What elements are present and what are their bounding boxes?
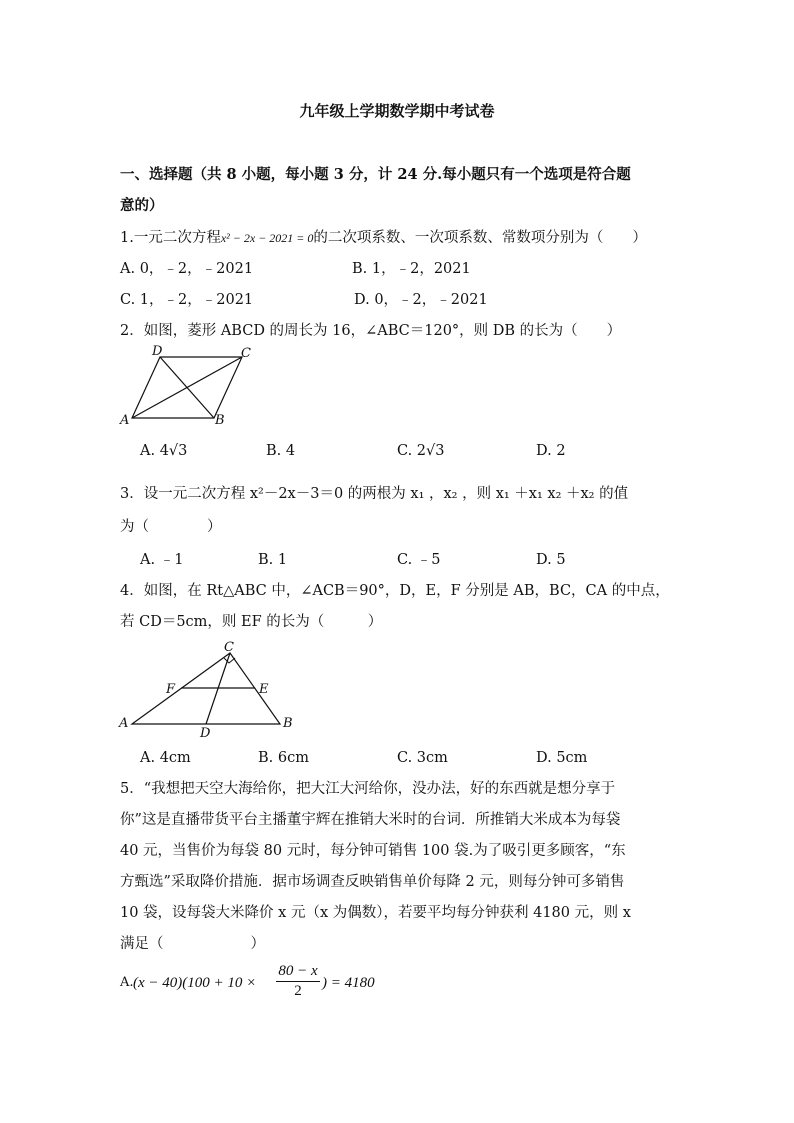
- label-b: B: [215, 413, 225, 428]
- q5-stem-line5: 10 袋，设每袋大米降价 x 元（x 为偶数），若要平均每分钟获利 4180 元，则 x: [120, 905, 631, 921]
- q2-option-b: B. 4: [266, 443, 296, 459]
- diagonal-db: [160, 357, 214, 418]
- q4-stem-line2: 若 CD＝5cm，则 EF 的长为（ ）: [120, 614, 383, 630]
- q5-stem-line3: 40 元，当售价为每袋 80 元时，每分钟可销售 100 袋.为了吸引更多顾客，“东: [120, 843, 626, 859]
- label-d: D: [152, 344, 163, 359]
- label-e: E: [259, 682, 269, 697]
- q5-stem-line4: 方甄选”采取降价措施．据市场调查反映销售单价每降 2 元，则每分钟可多销售: [120, 874, 625, 890]
- q2-stem: 2．如图，菱形 ABCD 的周长为 16，∠ABC＝120°，则 DB 的长为（ ）: [120, 323, 622, 339]
- label-c: C: [241, 346, 251, 361]
- q1-option-b: B. 1，﹣2，2021: [352, 261, 471, 277]
- q5-stem-line6: 满足（ ）: [120, 936, 265, 952]
- q4-option-a: A. 4cm: [140, 750, 191, 766]
- q1-option-d: D. 0，﹣2，﹣2021: [354, 292, 488, 308]
- label-a: A: [120, 413, 130, 428]
- q5-stem-line2: 你”这是直播带货平台主播董宇辉在推销大米时的台词．所推销大米成本为每袋: [120, 812, 621, 828]
- q3-option-d: D. 5: [536, 552, 566, 568]
- q3-option-a: A. ﹣1: [140, 552, 184, 568]
- q4-option-b: B. 6cm: [258, 750, 309, 766]
- q4-option-c: C. 3cm: [397, 750, 448, 766]
- q5-stem-line1: 5．“我想把天空大海给你，把大江大河给你，没办法，好的东西就是想分享于: [120, 781, 616, 797]
- q3-stem-line2: 为（ ）: [120, 519, 222, 535]
- q3-option-c: C. ﹣5: [397, 552, 441, 568]
- page-title: 九年级上学期数学期中考试卷: [299, 102, 495, 120]
- q1-option-a: A. 0，﹣2，﹣2021: [120, 261, 254, 277]
- q2-option-c: C. 2√3: [397, 443, 445, 459]
- q2-option-a: A. 4√3: [140, 443, 188, 459]
- label-c: C: [224, 640, 234, 655]
- label-d: D: [200, 726, 211, 741]
- q2-option-d: D. 2: [536, 443, 566, 459]
- q5-option-a-expr-left: (x − 40)(100 + 10 ×: [133, 975, 257, 991]
- label-a: A: [119, 716, 129, 731]
- q3-option-b: B. 1: [258, 552, 288, 568]
- q5-option-a-expr-right: ) = 4180: [322, 975, 375, 991]
- q3-stem-line1: 3．设一元二次方程 x²－2x－3＝0 的两根为 x₁ ，x₂ ，则 x₁ ＋x₁ x₂ ＋x₂ 的值: [120, 486, 629, 502]
- right-angle-mark: [224, 658, 235, 663]
- label-b: B: [283, 716, 293, 731]
- q5-option-a-lead: A.: [120, 975, 134, 990]
- rhombus-figure: [115, 344, 265, 428]
- section-heading-line1: 一、选择题（共 8 小题，每小题 3 分，计 24 分.每小题只有一个选项是符合题: [120, 166, 631, 183]
- q1-option-c: C. 1，﹣2，﹣2021: [120, 292, 254, 308]
- q4-option-d: D. 5cm: [536, 750, 588, 766]
- q4-stem-line1: 4．如图，在 Rt△ABC 中，∠ACB＝90°，D，E，F 分别是 AB，BC，CA 的中点，: [120, 583, 670, 599]
- section-heading-line2: 意的）: [120, 197, 164, 214]
- q5-option-a-fraction: [274, 962, 322, 1000]
- fraction-numerator: 80 − x: [278, 963, 318, 979]
- fraction-denominator: 2: [294, 983, 302, 999]
- label-f: F: [166, 682, 176, 697]
- triangle-figure: [115, 638, 305, 742]
- q1-equation: x² − 2x − 2021 = 0: [220, 231, 314, 245]
- q1-suffix: 的二次项系数、一次项系数、常数项分别为（ ）: [313, 230, 647, 246]
- q1-prefix: 1.一元二次方程: [120, 230, 221, 246]
- q1-stem: [120, 228, 647, 248]
